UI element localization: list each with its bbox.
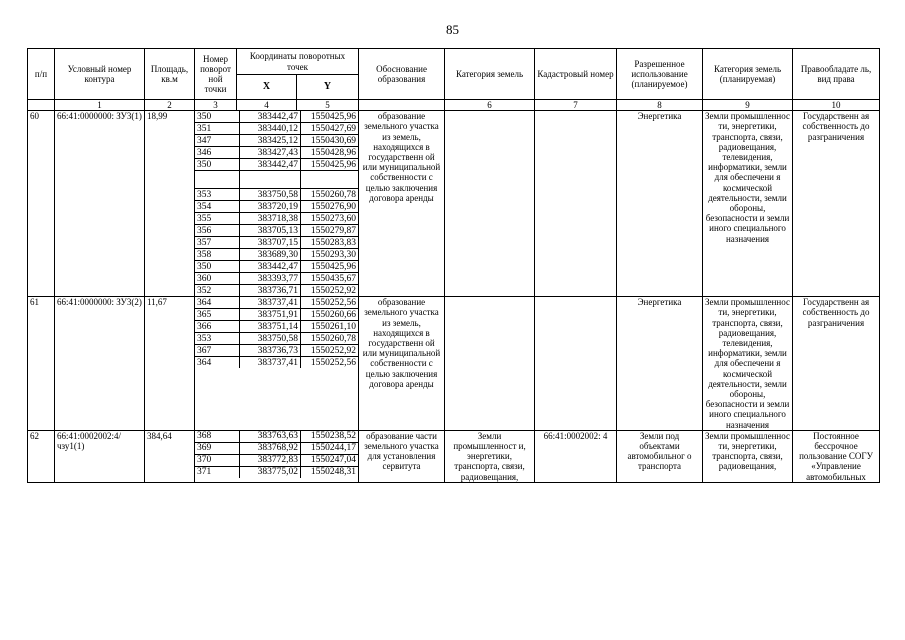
column-number: 8 (617, 100, 703, 111)
row-num: 60 (28, 111, 55, 297)
header-area: Площадь, кв.м (145, 49, 195, 100)
coord-x: 383768,92 (240, 442, 301, 454)
column-number: 10 (793, 100, 880, 111)
point-number: 353 (195, 189, 240, 201)
coord-x: 383736,73 (240, 345, 301, 357)
coord-x: 383751,91 (240, 309, 301, 321)
coord-x: 383707,15 (240, 237, 301, 249)
point-number: 350 (195, 111, 240, 123)
coord-x: 383736,71 (240, 285, 301, 297)
coord-y: 1550283,83 (301, 237, 359, 249)
coordinate-row (195, 171, 358, 189)
planned-category-text: Земли промышленнос ти, энергетики, транспорта, связи, радиовещания, (703, 430, 793, 482)
coord-x: 383442,47 (240, 111, 301, 123)
coordinate-row (195, 321, 358, 333)
coordinate-row (195, 135, 358, 147)
header-row-1 (28, 49, 880, 75)
coordinate-row (195, 442, 358, 454)
column-number-row (28, 100, 880, 111)
point-number: 357 (195, 237, 240, 249)
rights-text: Постоянное бессрочное пользование СОГУ «Управление автомобильных (793, 430, 880, 482)
land-category-text: Земли промышленност и, энергетики, транспорта, связи, радиовещания, (445, 430, 535, 482)
land-category-text (445, 297, 535, 431)
coord-x: 383393,77 (240, 273, 301, 285)
coordinate-row (195, 309, 358, 321)
coord-y: 1550238,52 (301, 431, 359, 443)
coord-y: 1550248,31 (310, 467, 357, 478)
point-number: 366 (195, 321, 240, 333)
point-number: 350 (195, 159, 240, 171)
coord-y: 1550427,69 (301, 123, 359, 135)
land-category-text (445, 111, 535, 297)
contour-number: 66:41:0000000: ЗУ3(2) (55, 297, 145, 431)
coord-y (301, 171, 359, 189)
coordinate-row (195, 201, 358, 213)
header-planned-category: Категория земель (планируемая) (703, 49, 793, 100)
point-number: 354 (195, 201, 240, 213)
header-permitted-use: Разрешенное использование (планируемое) (617, 49, 703, 100)
coordinate-row (195, 189, 358, 201)
coordinate-row (195, 466, 358, 478)
point-number: 358 (195, 249, 240, 261)
rights-text: Государственн ая собственность до разграничения (793, 111, 880, 297)
coordinate-row (195, 357, 358, 369)
coord-y: 1550261,10 (301, 321, 359, 333)
coordinate-row (195, 111, 358, 123)
coord-y: 1550428,96 (301, 147, 359, 159)
basis-text: образование земельного участка из земель, находящихся в государственн ой или муниципальной собственности с целью заключения договора аренды (359, 297, 445, 431)
coord-y: 1550276,90 (301, 201, 359, 213)
basis-text: образование части земельного участка для установления сервитута (359, 430, 445, 482)
column-number: 5 (297, 100, 359, 111)
coordinate-row (195, 213, 358, 225)
basis-text: образование земельного участка из земель, находящихся в государственн ой или муниципальной собственности с целью заключения договора аренды (359, 111, 445, 297)
coordinate-row (195, 147, 358, 159)
coord-y: 1550425,96 (301, 111, 359, 123)
coord-x: 383737,41 (240, 357, 301, 369)
contour-number: 66:41:0000000: ЗУ3(1) (55, 111, 145, 297)
coord-y: 1550425,96 (301, 261, 359, 273)
point-number: 371 (195, 466, 240, 478)
cadastral-number (535, 297, 617, 431)
coord-x: 383737,41 (240, 297, 301, 309)
coord-x: 383763,63 (240, 431, 301, 443)
coordinates-cell (195, 430, 359, 482)
coord-x: 383425,12 (240, 135, 301, 147)
coord-x: 383689,30 (240, 249, 301, 261)
column-number: 1 (55, 100, 145, 111)
coord-y: 1550244,17 (301, 442, 359, 454)
coord-x: 383720,19 (240, 201, 301, 213)
page-number: 85 (446, 22, 459, 37)
area-value: 384,64 (145, 430, 195, 482)
header-rights: Правообладате ль, вид права (793, 49, 880, 100)
point-number: 353 (195, 333, 240, 345)
header-coords: Координаты поворотных точек (237, 49, 359, 75)
coord-y: 1550425,96 (301, 159, 359, 171)
area-value: 18,99 (145, 111, 195, 297)
table-row (28, 111, 880, 297)
coord-x: 383442,47 (240, 261, 301, 273)
point-number: 364 (195, 297, 240, 309)
coordinate-row (195, 225, 358, 237)
coordinate-row (195, 333, 358, 345)
coordinate-row (195, 237, 358, 249)
point-number: 369 (195, 442, 240, 454)
point-number: 368 (195, 431, 240, 443)
coord-y: 1550252,56 (301, 297, 359, 309)
coord-x: 383705,13 (240, 225, 301, 237)
coordinates-list (195, 297, 358, 368)
cadastral-number (535, 111, 617, 297)
header-cadastral: Кадастровый номер (535, 49, 617, 100)
permitted-use-text: Земли под объектами автомобильног о транспорта (617, 430, 703, 482)
header-num: п/п (28, 49, 55, 100)
point-number: 355 (195, 213, 240, 225)
point-number: 356 (195, 225, 240, 237)
coordinate-row (195, 285, 358, 297)
area-value: 11,67 (145, 297, 195, 431)
coord-y: 1550435,67 (301, 273, 359, 285)
coord-x: 383751,14 (240, 321, 301, 333)
planned-category-text: Земли промышленнос ти, энергетики, транспорта, связи, радиовещания, телевидения, информатики, земли для обеспечени я космической деятельности, земли обороны, безопасности и земли иного специального назначения (703, 111, 793, 297)
column-number: 3 (195, 100, 237, 111)
coord-x: 383772,83 (240, 454, 301, 466)
coord-y: 1550252,56 (310, 357, 357, 368)
point-number: 352 (195, 285, 240, 297)
coord-y: 1550430,69 (301, 135, 359, 147)
header-y: Y (297, 75, 359, 100)
header-contour: Условный номер контура (55, 49, 145, 100)
column-number (359, 100, 445, 111)
coordinates-list (195, 431, 358, 478)
coord-x: 383427,43 (240, 147, 301, 159)
coord-y: 1550260,66 (301, 309, 359, 321)
coordinate-row (195, 454, 358, 466)
coord-x: 383442,47 (240, 159, 301, 171)
point-number: 346 (195, 147, 240, 159)
coord-y: 1550252,92 (310, 285, 357, 296)
point-number: 370 (195, 454, 240, 466)
row-num: 61 (28, 297, 55, 431)
column-number (28, 100, 55, 111)
coordinates-cell (195, 297, 359, 431)
contour-number: 66:41:0002002:4/ чзу1(1) (55, 430, 145, 482)
coordinate-row (195, 159, 358, 171)
permitted-use-text: Энергетика (617, 297, 703, 431)
header-land-category: Категория земель (445, 49, 535, 100)
coord-y: 1550252,92 (301, 345, 359, 357)
land-plots-table (27, 48, 880, 483)
point-number: 360 (195, 273, 240, 285)
point-number: 364 (195, 357, 240, 369)
coord-y: 1550247,04 (301, 454, 359, 466)
table-row (28, 297, 880, 431)
coordinate-row (195, 273, 358, 285)
table-row (28, 430, 880, 482)
coord-y: 1550273,60 (301, 213, 359, 225)
coord-x: 383440,12 (240, 123, 301, 135)
coordinates-list (195, 111, 358, 296)
coord-y: 1550293,30 (301, 249, 359, 261)
coord-y: 1550279,87 (301, 225, 359, 237)
column-number: 9 (703, 100, 793, 111)
column-number: 4 (237, 100, 297, 111)
coordinate-row (195, 261, 358, 273)
coord-y: 1550260,78 (301, 333, 359, 345)
coord-y: 1550260,78 (301, 189, 359, 201)
row-num: 62 (28, 430, 55, 482)
point-number: 367 (195, 345, 240, 357)
point-number: 350 (195, 261, 240, 273)
column-number: 2 (145, 100, 195, 111)
point-number: 347 (195, 135, 240, 147)
coordinates-cell (195, 111, 359, 297)
cadastral-number: 66:41:0002002: 4 (535, 430, 617, 482)
point-number (195, 171, 240, 189)
coord-x: 383750,58 (240, 189, 301, 201)
coord-x: 383775,02 (240, 466, 301, 478)
coordinate-row (195, 297, 358, 309)
column-number: 7 (535, 100, 617, 111)
planned-category-text: Земли промышленнос ти, энергетики, транспорта, связи, радиовещания, телевидения, информатики, земли для обеспечени я космической деятельности, земли обороны, безопасности и земли иного специального назначения (703, 297, 793, 431)
point-number: 365 (195, 309, 240, 321)
permitted-use-text: Энергетика (617, 111, 703, 297)
rights-text: Государственн ая собственность до разграничения (793, 297, 880, 431)
header-x: X (237, 75, 297, 100)
coord-x: 383718,38 (240, 213, 301, 225)
header-basis: Обоснование образования (359, 49, 445, 100)
coordinate-row (195, 431, 358, 443)
column-number: 6 (445, 100, 535, 111)
header-point: Номер поворот ной точки (195, 49, 237, 100)
coordinate-row (195, 249, 358, 261)
coord-x: 383750,58 (240, 333, 301, 345)
coord-x (240, 171, 301, 189)
point-number: 351 (195, 123, 240, 135)
coordinate-row (195, 345, 358, 357)
coordinate-row (195, 123, 358, 135)
